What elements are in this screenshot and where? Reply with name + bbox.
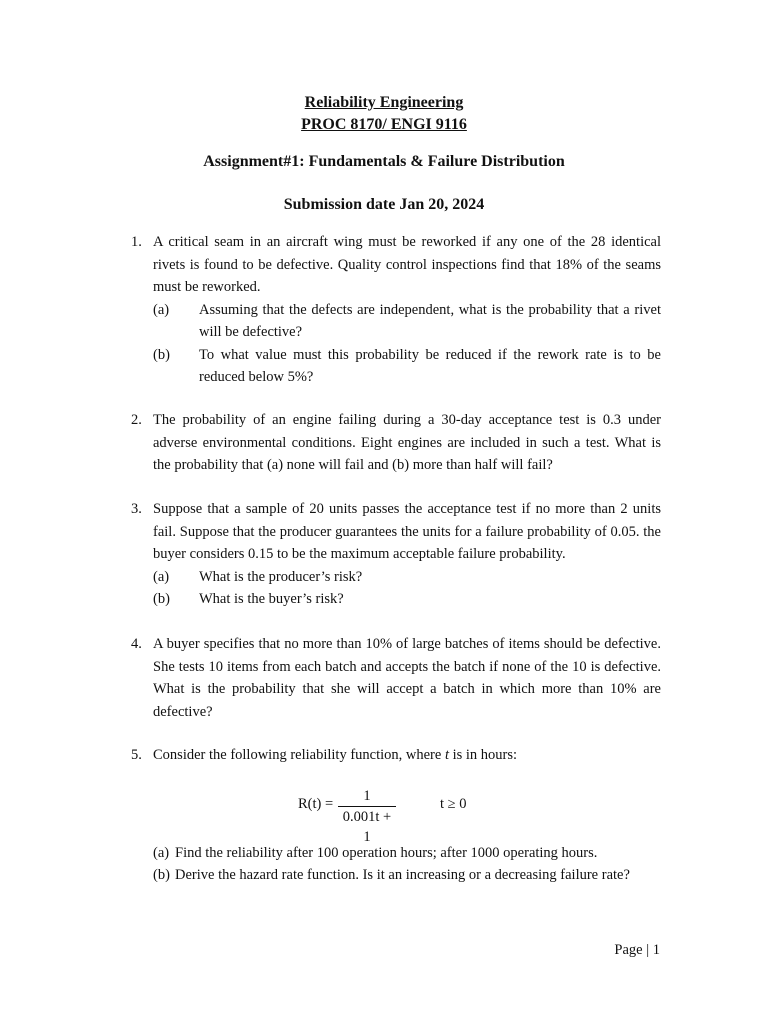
question-text: A critical seam in an aircraft wing must be reworked if any one of the 28 identical rivets is found to be defective. Quality control inspections find that 18% of the seams must be reworked.: [153, 234, 661, 295]
part-label: (a): [153, 845, 170, 861]
part-text: Derive the hazard rate function. Is it an increasing or a decreasing failure rate?: [175, 867, 630, 883]
part-text: To what value must this probability be reduced if the rework rate is to be reduced below 5%?: [199, 346, 661, 385]
part-label: (b): [153, 867, 170, 883]
question-part: [153, 842, 673, 864]
question-number: 1.: [131, 234, 142, 250]
question-text: The probability of an engine failing during a 30-day acceptance test is 0.3 under adverse environmental conditions. Eight engines are included in such a test. What is the probability that (a) none will fail and (b) more than half will fail?: [153, 412, 661, 473]
formula-lhs: R(t) =: [298, 796, 334, 812]
part-label: (b): [153, 346, 170, 363]
part-text: Assuming that the defects are independent, what is the probability that a rivet will be defective?: [199, 301, 661, 340]
question-part: [153, 864, 673, 886]
question-text: A buyer specifies that no more than 10% of large batches of items should be defective. She tests 10 items from each batch and accepts the batch if none of the 10 is defective. What is the probability that she will accept a batch in which more than 10% are defective?: [153, 636, 661, 720]
question-part: [131, 566, 661, 589]
question-number: 2.: [131, 412, 142, 428]
part-label: (b): [153, 591, 170, 607]
course-title: Reliability Engineering: [304, 94, 464, 111]
question-text: Consider the following reliability function, where t is in hours:: [153, 747, 518, 763]
question-1: [131, 231, 661, 389]
question-5-parts: [153, 842, 673, 886]
page-number: Page | 1: [614, 942, 660, 958]
part-text: What is the producer’s risk?: [199, 568, 363, 585]
formula-condition: t ≥ 0: [440, 796, 467, 812]
part-text: Find the reliability after 100 operation hours; after 1000 operating hours.: [175, 845, 598, 861]
question-text: Suppose that a sample of 20 units passes the acceptance test if no more than 2 units fail. Suppose that the producer guarantees the units for a failure probability of 0.05. the buyer considers 0.15 to be the maximum acceptable failure probability.: [153, 501, 661, 562]
question-4: [131, 633, 661, 723]
formula-denominator: 0.001t + 1: [342, 809, 392, 845]
question-part: [131, 344, 661, 389]
question-number: 5.: [131, 747, 142, 763]
question-number: 3.: [131, 501, 142, 517]
question-number: 4.: [131, 636, 142, 652]
question-part: [131, 299, 661, 344]
part-label: (a): [153, 301, 170, 318]
course-code: PROC 8170/ ENGI 9116: [301, 116, 467, 133]
submission-date: Submission date Jan 20, 2024: [283, 196, 485, 213]
question-2: [131, 409, 661, 477]
assignment-title: Assignment#1: Fundamentals & Failure Distribution: [203, 153, 565, 170]
formula-fraction: [338, 786, 396, 845]
question-3: [131, 498, 661, 611]
question-part: [131, 588, 661, 611]
part-text: What is the buyer’s risk?: [199, 591, 344, 607]
question-5: [131, 744, 661, 767]
formula-numerator: 1: [363, 788, 371, 804]
part-label: (a): [153, 568, 170, 585]
